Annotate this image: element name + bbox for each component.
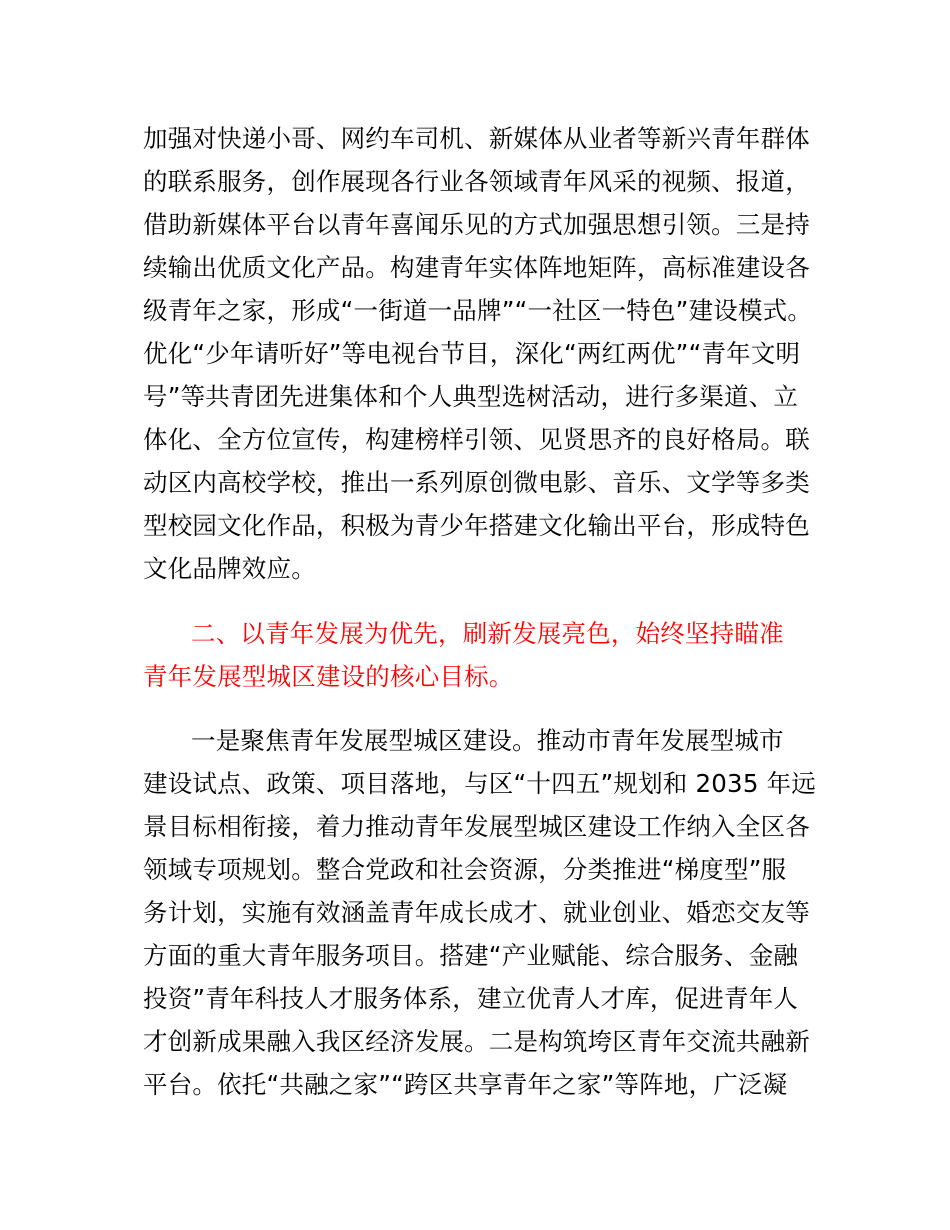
text-line: 投资”青年科技人才服务体系，建立优青人才库，促进青年人: [143, 984, 799, 1013]
text-line: 借助新媒体平台以青年喜闻乐见的方式加强思想引领。三是持: [143, 210, 810, 239]
text-line: 平台。依托“共融之家”“跨区共享青年之家”等阵地，广泛凝: [143, 1070, 788, 1099]
text-line: 动区内高校学校，推出一系列原创微电影、音乐、文学等多类: [143, 468, 810, 497]
text-line: 级青年之家，形成“一街道一品牌”“一社区一特色”建设模式。: [143, 296, 813, 325]
text-line: 方面的重大青年服务项目。搭建“产业赋能、综合服务、金融: [143, 941, 799, 970]
text-line: 务计划，实施有效涵盖青年成长成才、就业创业、婚恋交友等: [143, 898, 810, 927]
text-line: 优化“少年请听好”等电视台节目，深化“两红两优”“青年文明: [143, 339, 801, 368]
text-line: 景目标相衔接，着力推动青年发展型城区建设工作纳入全区各: [143, 812, 810, 841]
heading-line: 二、以青年发展为优先，刷新发展亮色，始终坚持瞄准: [191, 619, 784, 648]
text-line: 续输出优质文化产品。构建青年实体阵地矩阵，高标准建设各: [143, 253, 810, 282]
heading-line: 青年发展型城区建设的核心目标。: [143, 662, 514, 691]
text-line: 文化品牌效应。: [143, 554, 316, 583]
text-line: 号”等共青团先进集体和个人典型选树活动，进行多渠道、立: [143, 382, 799, 411]
text-line: 一是聚焦青年发展型城区建设。推动市青年发展型城市: [191, 726, 784, 755]
text-line: 体化、全方位宣传，构建榜样引领、见贤思齐的良好格局。联: [143, 425, 810, 454]
text-line: 加强对快递小哥、网约车司机、新媒体从业者等新兴青年群体: [143, 124, 810, 153]
text-line: 型校园文化作品，积极为青少年搭建文化输出平台，形成特色: [143, 511, 810, 540]
text-line: 领域专项规划。整合党政和社会资源，分类推进“梯度型”服: [143, 855, 787, 884]
text-line: 建设试点、政策、项目落地，与区“十四五”规划和 2035 年远: [143, 769, 817, 798]
text-line: 的联系服务，创作展现各行业各领域青年风采的视频、报道，: [143, 167, 810, 196]
text-line: 才创新成果融入我区经济发展。二是构筑垮区青年交流共融新: [143, 1027, 810, 1056]
